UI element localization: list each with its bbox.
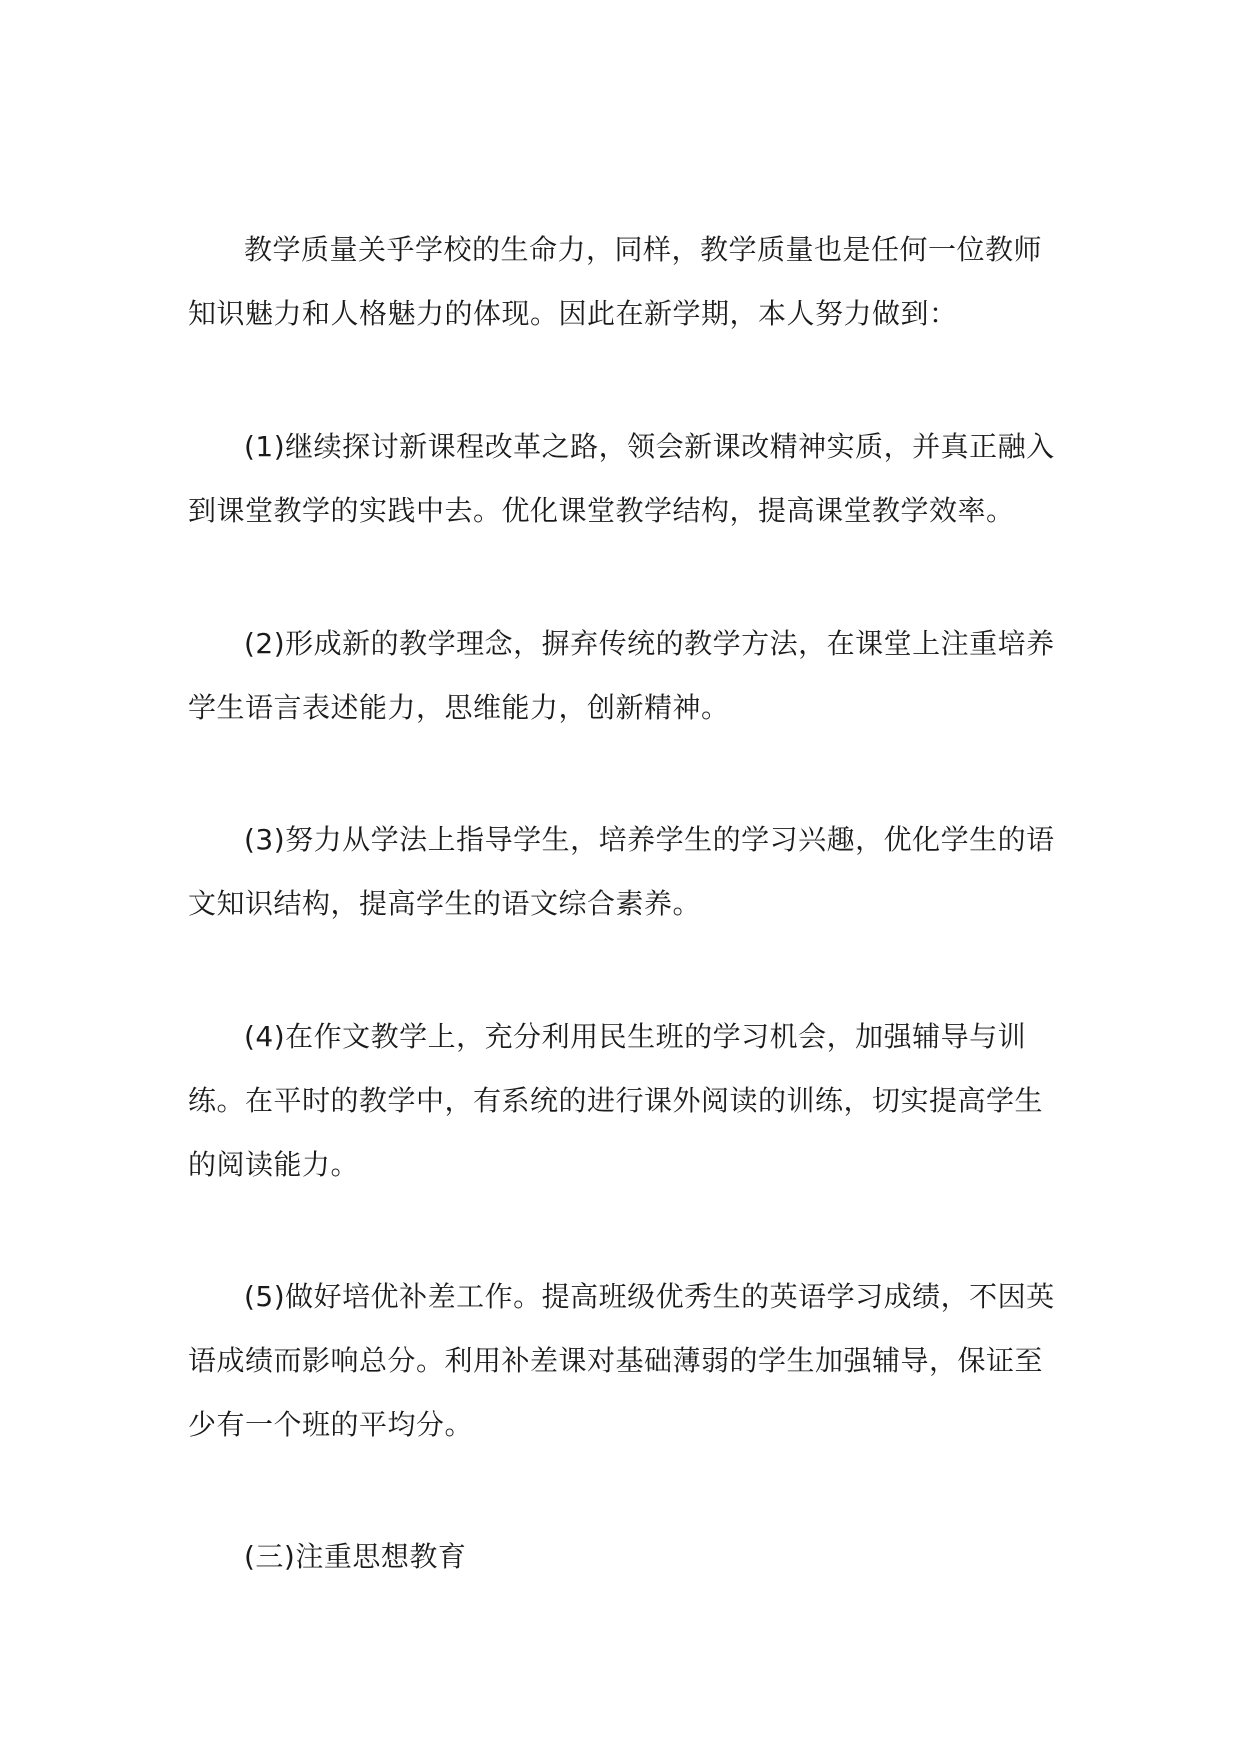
section-heading: (三)注重思想教育 xyxy=(244,1540,467,1573)
paragraph-item-2: (2)形成新的教学理念，摒弃传统的教学方法，在课堂上注重培养学生语言表述能力，思维能力，创新精神。 xyxy=(188,627,1055,724)
paragraph-item-5: (5)做好培优补差工作。提高班级优秀生的英语学习成绩，不因英语成绩而影响总分。利用补差课对基础薄弱的学生加强辅导，保证至少有一个班的平均分。 xyxy=(188,1280,1055,1441)
paragraph-item-4: (4)在作文教学上，充分利用民生班的学习机会，加强辅导与训练。在平时的教学中，有系统的进行课外阅读的训练，切实提高学生的阅读能力。 xyxy=(188,1020,1044,1181)
paragraph-intro: 教学质量关乎学校的生命力，同样，教学质量也是任何一位教师知识魅力和人格魅力的体现。因此在新学期，本人努力做到： xyxy=(188,233,1043,330)
paragraph-item-3: (3)努力从学法上指导学生，培养学生的学习兴趣，优化学生的语文知识结构，提高学生的语文综合素养。 xyxy=(188,823,1055,920)
paragraph-item-1: (1)继续探讨新课程改革之路，领会新课改精神实质，并真正融入到课堂教学的实践中去。优化课堂教学结构，提高课堂教学效率。 xyxy=(188,430,1055,527)
